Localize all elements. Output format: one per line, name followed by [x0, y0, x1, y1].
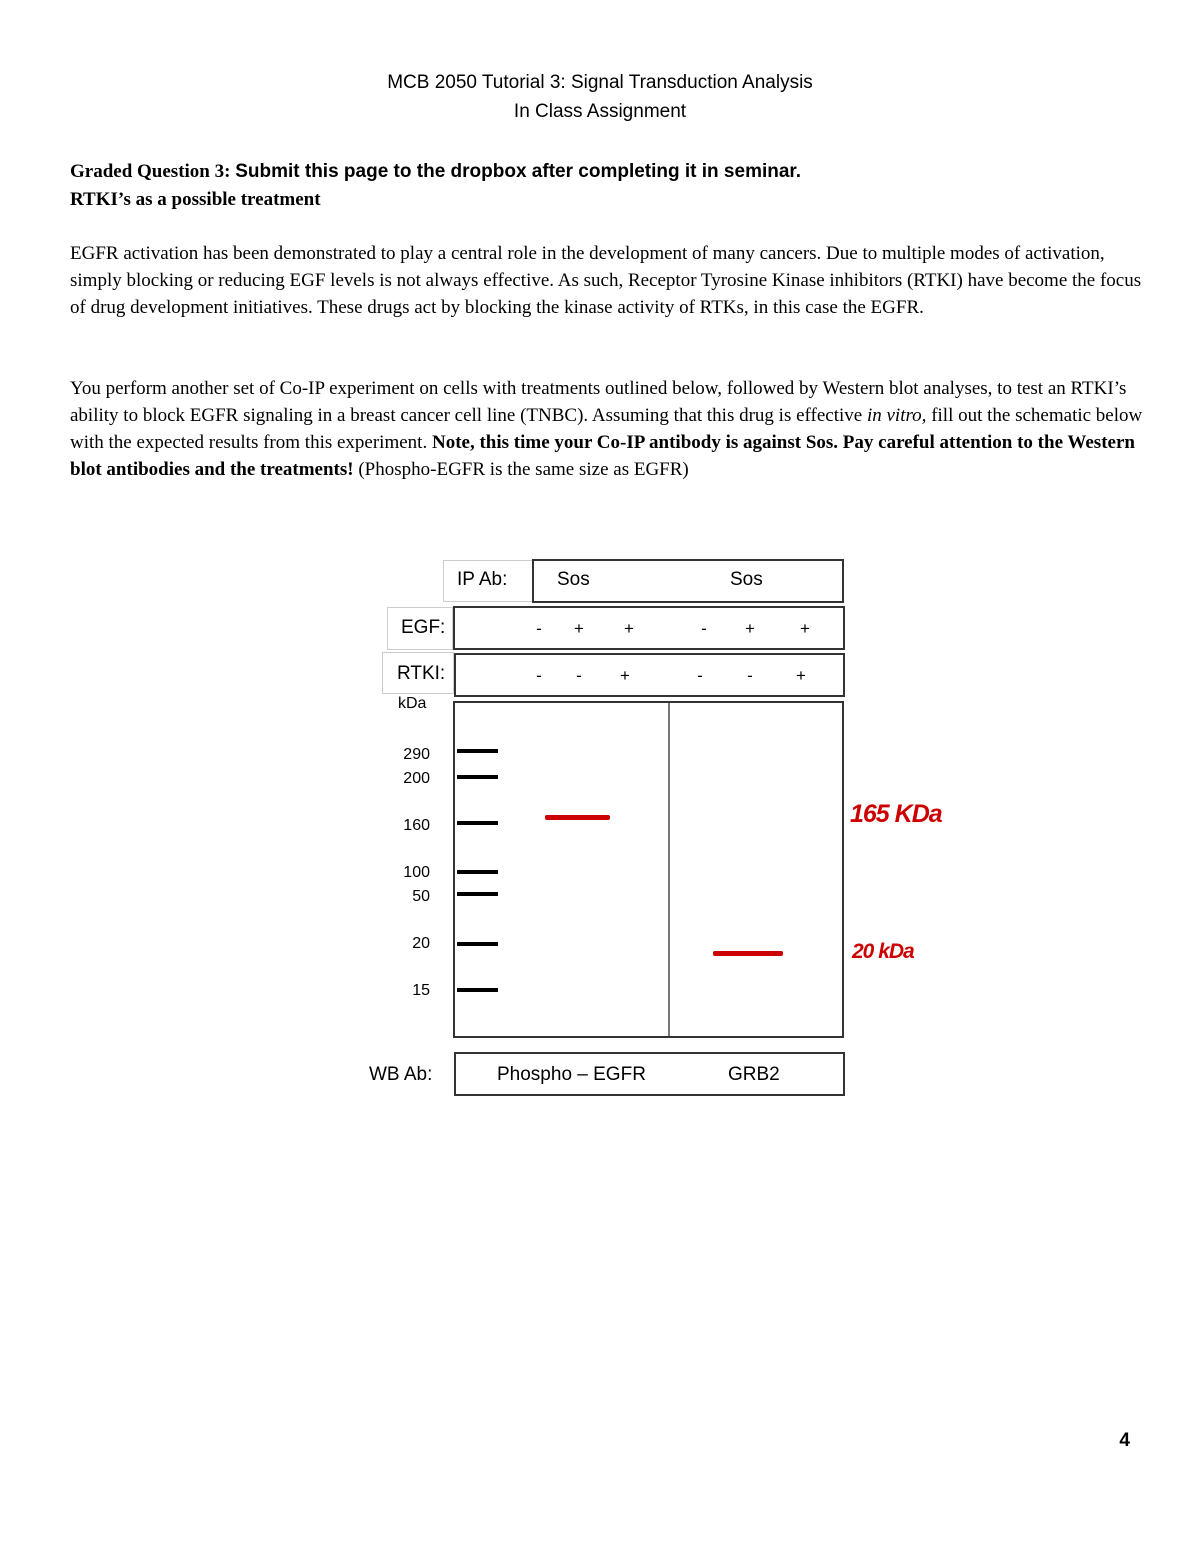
- para2-part2: fill out the schematic below with the expected results from this experiment.: [70, 405, 1143, 453]
- rtki-value-box: [454, 653, 845, 697]
- ip-label: IP Ab:: [457, 569, 508, 590]
- marker-band-160: [457, 821, 498, 825]
- marker-band-15: [457, 988, 498, 992]
- rtki-sign-5: -: [747, 666, 753, 685]
- marker-label-100: 100: [403, 864, 430, 881]
- marker-label-160: 160: [403, 817, 430, 834]
- marker-band-50: [457, 892, 498, 896]
- rtki-label: RTKI:: [397, 663, 446, 684]
- marker-label-20: 20: [412, 935, 430, 952]
- marker-label-15: 15: [412, 982, 430, 999]
- para2-part1: You perform another set of Co-IP experiment on cells with treatments outlined below, followed by Western blot analyses, to test an RTKI’s ability to block EGFR signaling in a breast cancer cell line (TNBC). Assuming that this drug is effective: [70, 378, 1127, 426]
- question-instruction: Submit this page to the dropbox after completing it in seminar.: [235, 161, 802, 182]
- annotation-20kda: 20 kDa: [852, 940, 914, 963]
- wb-value-2: GRB2: [728, 1064, 780, 1085]
- marker-label-200: 200: [403, 770, 430, 787]
- wb-value-1: Phospho – EGFR: [497, 1064, 646, 1085]
- rtki-sign-6: +: [796, 666, 806, 685]
- instructions-paragraph: [70, 375, 1150, 483]
- lane-divider: [668, 703, 670, 1036]
- wb-label: WB Ab:: [369, 1064, 433, 1085]
- para2-part3: (Phospho-EGFR is the same size as EGFR): [353, 459, 689, 480]
- egf-sign-2: +: [574, 619, 584, 638]
- gel-area: [453, 701, 844, 1038]
- para2-italic: in vitro,: [866, 405, 927, 426]
- intro-paragraph: EGFR activation has been demonstrated to play a central role in the development of many cancers. Due to multiple modes of activation, simply blocking or reducing EGF levels is not always effective. As such, Receptor Tyrosine Kinase inhibitors (RTKI) have become the focus of drug development initiatives. These drugs act by blocking the kinase activity of RTKs, in this case the EGFR.: [70, 243, 1142, 318]
- egf-sign-6: +: [800, 619, 810, 638]
- egf-sign-5: +: [745, 619, 755, 638]
- annotation-165kda: 165 KDa: [850, 800, 942, 828]
- marker-band-200: [457, 775, 498, 779]
- egf-sign-4: -: [701, 619, 707, 638]
- question-label: Graded Question 3:: [70, 161, 231, 182]
- marker-label-50: 50: [412, 888, 430, 905]
- phospho-egfr-band: [545, 815, 610, 820]
- rtki-sign-4: -: [697, 666, 703, 685]
- page-number: 4: [1119, 1430, 1130, 1451]
- egf-sign-1: -: [536, 619, 542, 638]
- question-topic: [70, 186, 1150, 213]
- page-subtitle: In Class Assignment: [513, 101, 687, 122]
- marker-label-290: 290: [403, 746, 430, 763]
- marker-band-100: [457, 870, 498, 874]
- page-title: MCB 2050 Tutorial 3: Signal Transduction Analysis: [387, 72, 813, 93]
- marker-band-290: [457, 749, 498, 753]
- marker-band-20: [457, 942, 498, 946]
- rtki-sign-1: -: [536, 666, 542, 685]
- question-heading: [70, 158, 1150, 185]
- rtki-sign-3: +: [620, 666, 630, 685]
- egf-label: EGF:: [401, 617, 446, 638]
- ip-value-2: Sos: [730, 569, 763, 590]
- para2-bold-note: Note, this time your Co-IP antibody is against Sos. Pay careful attention to the Western blot antibodies and the treatments!: [70, 432, 1135, 480]
- rtki-sign-2: -: [576, 666, 582, 685]
- egf-value-box: [453, 606, 845, 650]
- question-topic-text: RTKI’s as a possible treatment: [70, 189, 321, 210]
- grb2-band: [713, 951, 783, 956]
- ip-value-1: Sos: [557, 569, 590, 590]
- kda-label: kDa: [398, 695, 427, 712]
- egf-sign-3: +: [624, 619, 634, 638]
